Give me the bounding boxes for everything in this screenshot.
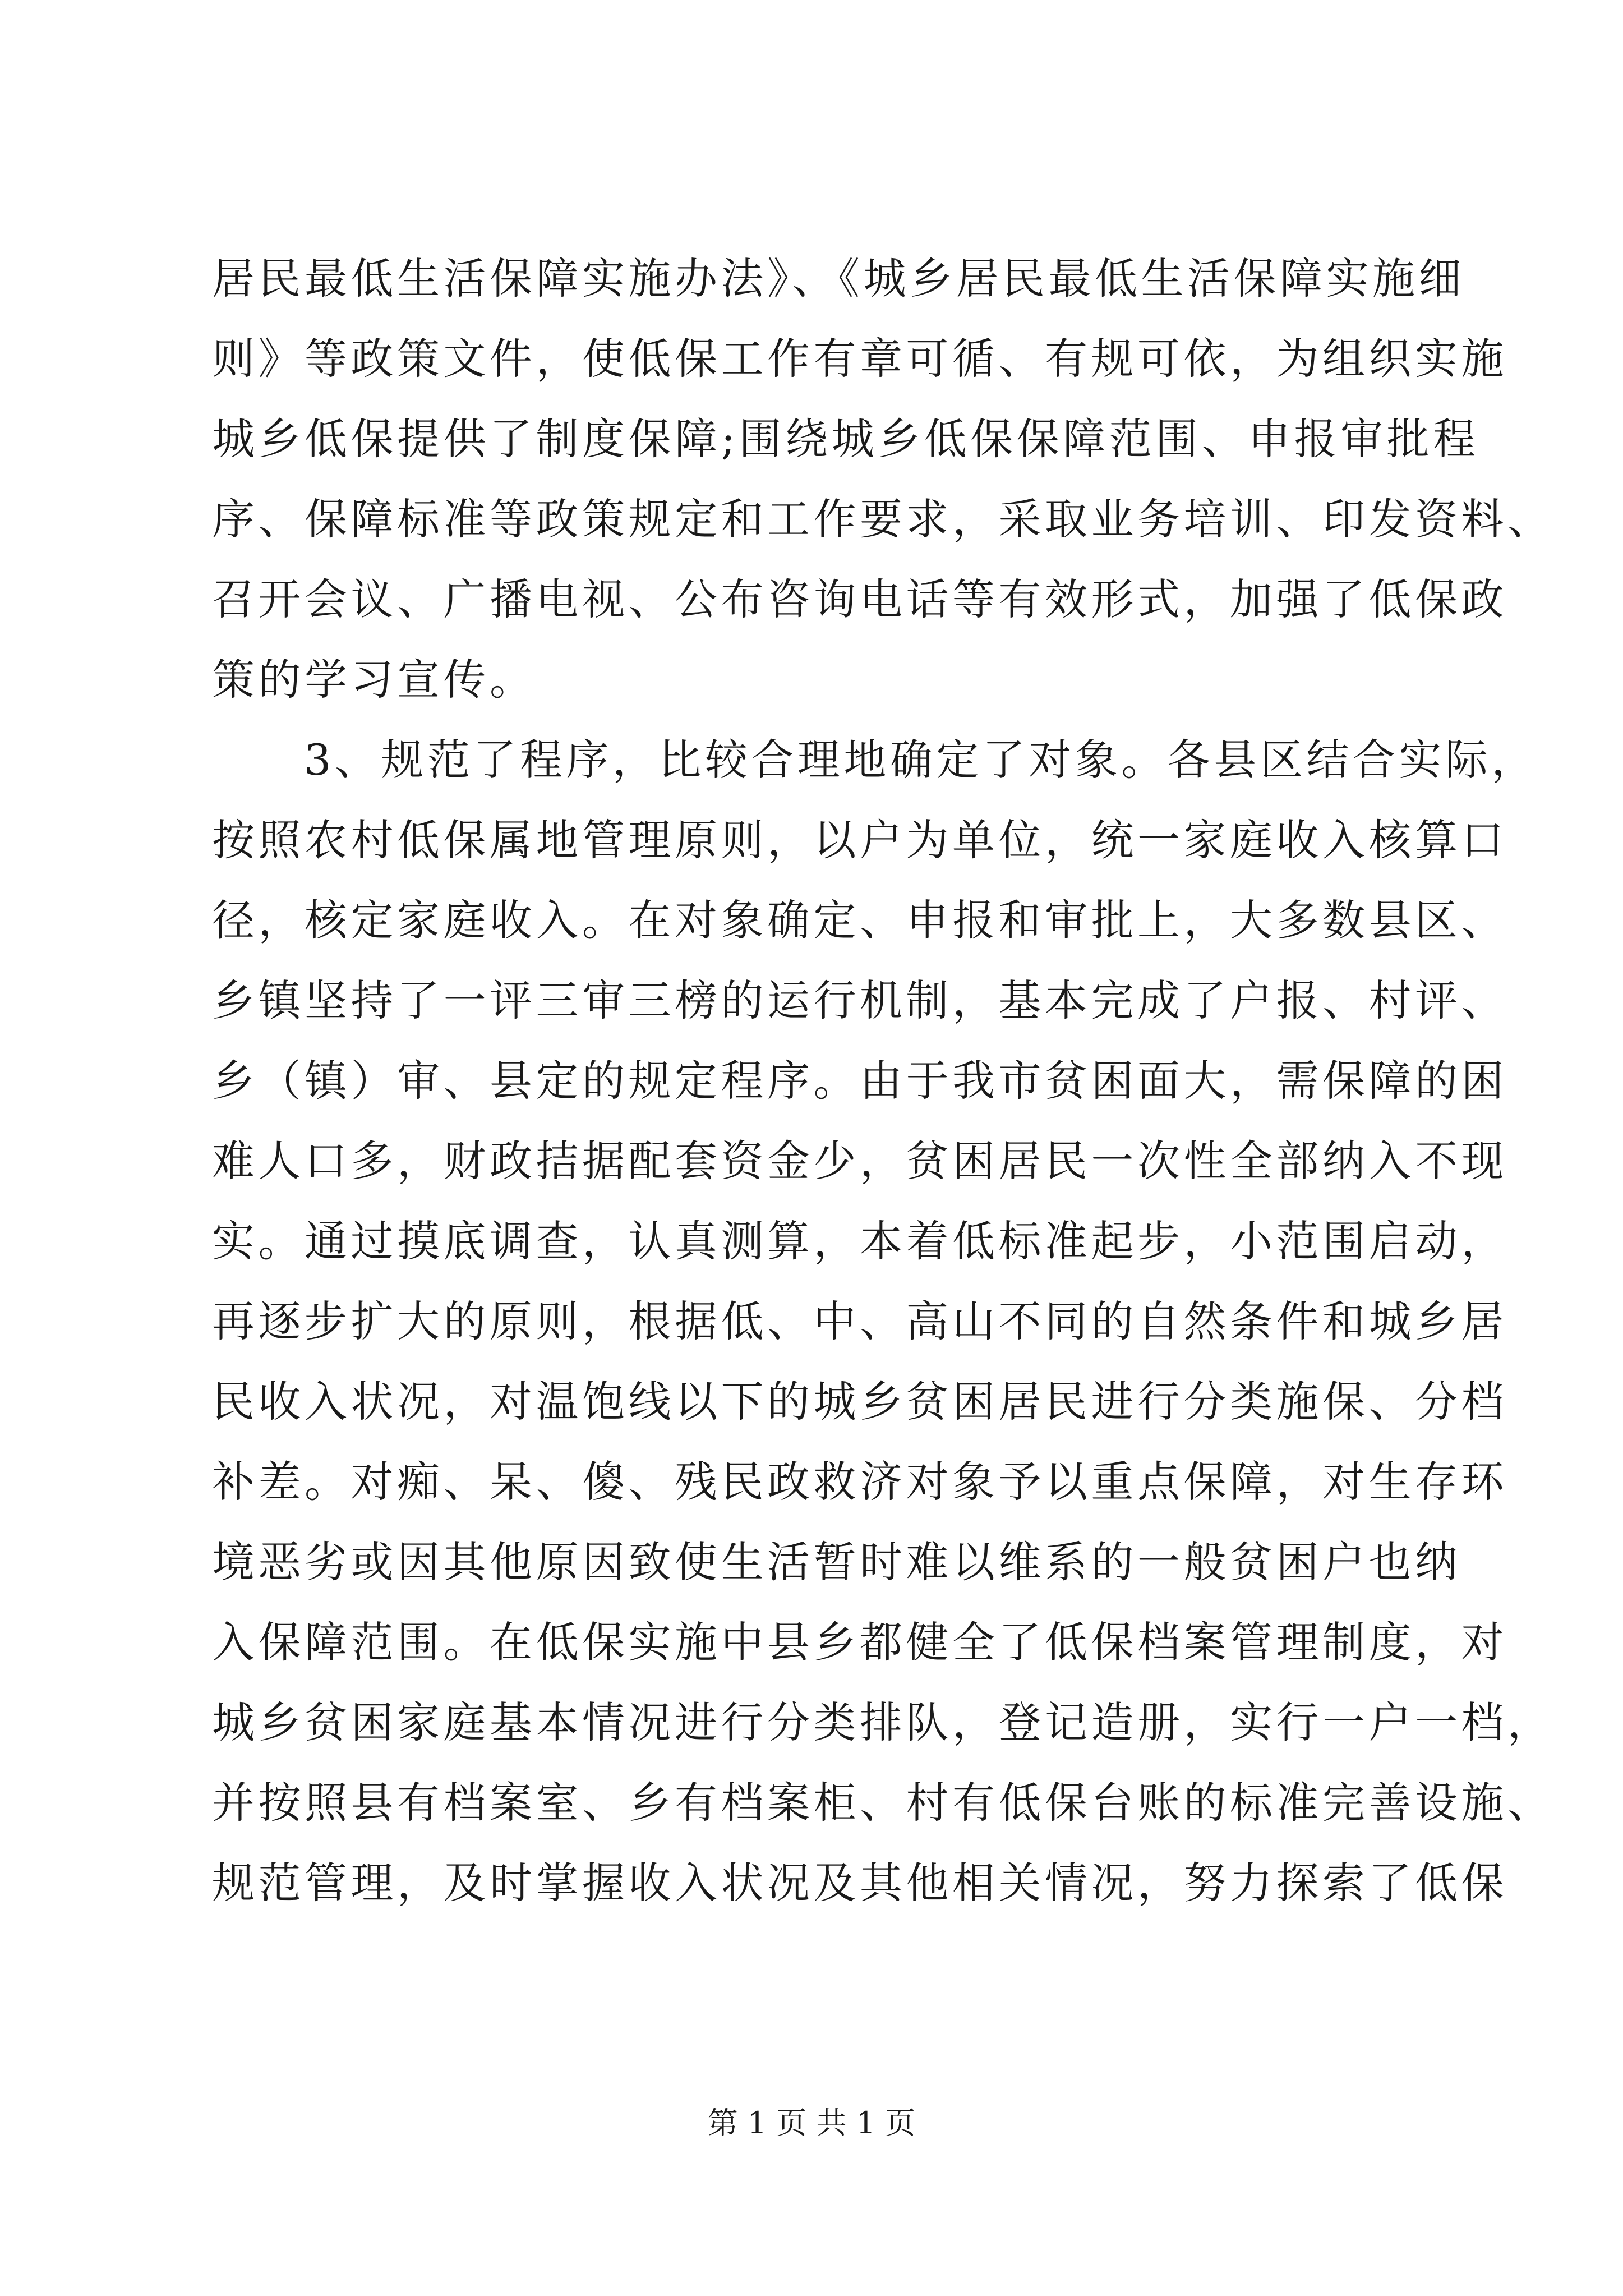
text-line: 则》等政策文件，使低保工作有章可循、有规可依，为组织实施 <box>212 334 1507 384</box>
text-line: 并按照县有档案室、乡有档案柜、村有低保台账的标准完善设施、 <box>212 1778 1554 1828</box>
text-line: 按照农村低保属地管理原则，以户为单位，统一家庭收入核算口 <box>212 815 1507 865</box>
text-line: 序、保障标准等政策规定和工作要求，采取业务培训、印发资料、 <box>212 494 1554 544</box>
text-line: 规范管理，及时掌握收入状况及其他相关情况，努力探索了低保 <box>212 1858 1507 1908</box>
text-line: 再逐步扩大的原则，根据低、中、高山不同的自然条件和城乡居 <box>212 1296 1507 1346</box>
text-line: 策的学习宣传。 <box>212 655 536 705</box>
text-line: 补差。对痴、呆、傻、残民政救济对象予以重点保障，对生存环 <box>212 1457 1507 1507</box>
text-line: 径，核定家庭收入。在对象确定、申报和审批上，大多数县区、 <box>212 895 1507 945</box>
document-body <box>212 238 1554 1923</box>
text-line: 境恶劣或因其他原因致使生活暂时难以维系的一般贫困户也纳 <box>212 1537 1461 1587</box>
text-line: 3、规范了程序，比较合理地确定了对象。各县区结合实际， <box>304 735 1538 785</box>
text-line: 民收入状况，对温饱线以下的城乡贫困居民进行分类施保、分档 <box>212 1377 1507 1427</box>
text-line: 乡镇坚持了一评三审三榜的运行机制，基本完成了户报、村评、 <box>212 976 1507 1025</box>
text-line: 居民最低生活保障实施办法》、《城乡居民最低生活保障实施细 <box>212 254 1465 303</box>
text-line: 难人口多，财政拮据配套资金少，贫困居民一次性全部纳入不现 <box>212 1136 1507 1186</box>
text-line: 召开会议、广播电视、公布咨询电话等有效形式，加强了低保政 <box>212 574 1507 624</box>
text-line: 入保障范围。在低保实施中县乡都健全了低保档案管理制度，对 <box>212 1617 1507 1667</box>
text-line: 实。通过摸底调查，认真测算，本着低标准起步，小范围启动， <box>212 1216 1507 1266</box>
text-line: 乡（镇）审、县定的规定程序。由于我市贫困面大，需保障的困 <box>212 1056 1507 1106</box>
text-line: 城乡贫困家庭基本情况进行分类排队，登记造册，实行一户一档， <box>212 1697 1554 1747</box>
text-line: 城乡低保提供了制度保障;围绕城乡低保保障范围、申报审批程 <box>212 414 1479 464</box>
page-number-footer: 第 1 页 共 1 页 <box>707 2105 916 2141</box>
